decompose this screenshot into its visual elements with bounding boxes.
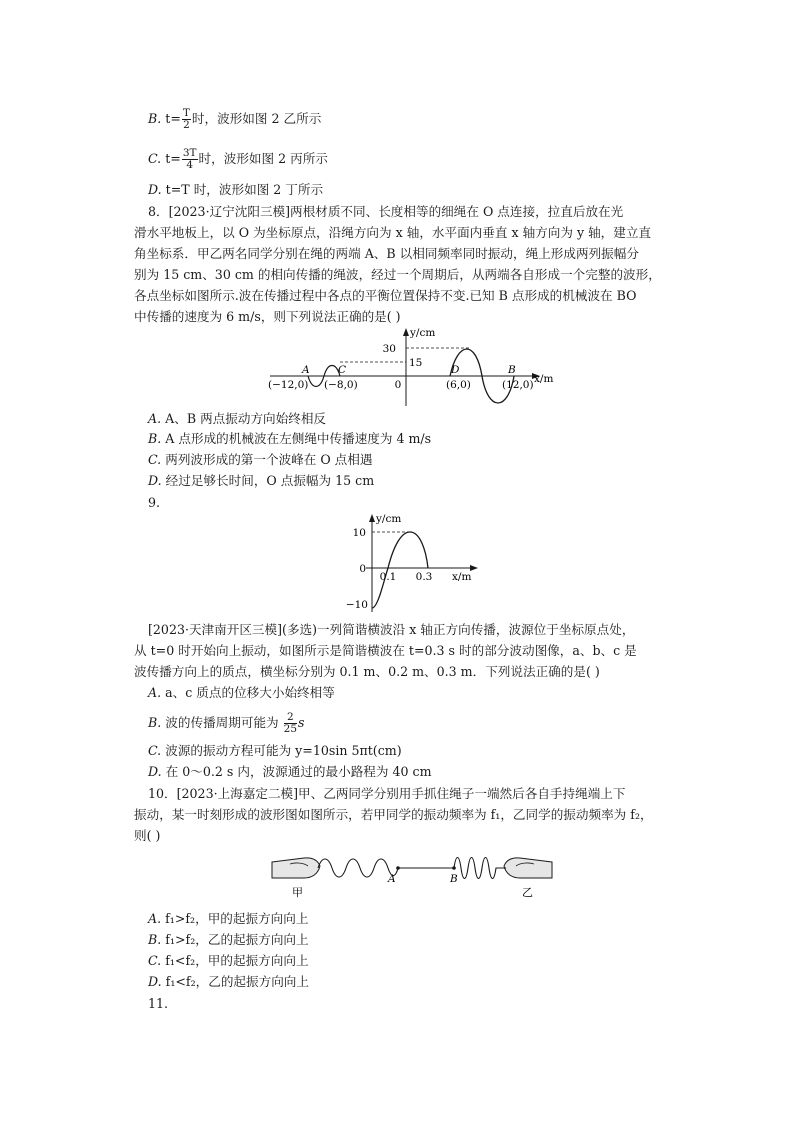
tick-30: 30 [382,343,396,355]
coord-d: (6,0) [446,379,471,391]
x-axis-label: x/m [452,571,472,583]
q8-option-a [148,411,326,427]
option-label: C. [148,151,162,166]
option-label: D. [148,473,162,488]
fraction-num: 3T [182,147,197,159]
q9-number: 9. [148,495,161,510]
point-d-label: D [451,364,460,376]
option-text: 在 0～0.2 s 内，波源通过的最小路程为 40 cm [165,764,432,779]
point-a-label: A [302,364,310,376]
left-hand-icon [272,858,320,878]
option-text: 经过足够长时间，O 点振幅为 15 cm [165,473,375,488]
option-text: 波源的振动方程可能为 y=10sin 5πt(cm) [165,743,402,758]
q8-stem-line: 角坐标系．甲乙两名同学分别在绳的两端 A、B 以相同频率同时振动，绳上形成两列振幅分 [134,246,639,261]
wave-curve [372,532,428,608]
q8-stem-line: 8．[2023·辽宁沈阳三模]两根材质不同、长度相等的细绳在 O 点连接，拉直后放在光 [148,204,624,219]
option-text-pre: t= [165,111,181,126]
tick-15: 15 [409,357,423,369]
point-b-label: B [450,873,458,885]
q8-stem-line: 各点坐标如图所示.波在传播过程中各点的平衡位置保持不变.已知 B 点形成的机械波在 BO [134,288,637,303]
option-label: D. [148,182,162,197]
point-b-dot [452,866,456,870]
q9-option-d [148,764,432,780]
fraction-num: T [182,107,190,119]
q10-option-a [148,911,308,927]
fraction [182,148,198,171]
q9-option-c [148,743,402,759]
option-text: f₁<f₂，甲的起振方向向上 [165,953,309,968]
coord-a: (−12,0) [268,379,309,391]
q9-wave-figure [336,510,486,616]
tick-0-3: 0.3 [415,571,433,583]
left-rope-wave [318,859,398,877]
q8-stem-line: 别为 15 cm、30 cm 的相向传播的绳波，经过一个周期后，从两端各自形成一个完整的波形， [134,267,661,282]
q8-option-c [148,452,372,468]
q9-option-b [148,712,304,735]
tick-10: 10 [352,527,366,539]
option-text-pre: 波的传播周期可能为 [165,715,279,730]
coord-b: (12,0) [502,379,534,391]
point-a-dot [396,866,400,870]
q8-option-d [148,473,374,489]
option-label: B. [148,932,162,947]
option-text-pre: t= [165,151,181,166]
fraction [284,712,297,735]
q9-option-a [148,685,335,701]
q10-stem-line: 10．[2023·上海嘉定二模]甲、乙两同学分别用手抓住绳子一端然后各自手持绳端上下 [148,786,626,801]
q8-stem-line: 中传播的速度为 6 m/s，则下列说法正确的是( ) [134,309,401,324]
option-text: A 点形成的机械波在左侧绳中传播速度为 4 m/s [165,431,432,446]
option-text-post: 时，波形如图 2 乙所示 [191,111,322,126]
coord-c: (−8,0) [324,379,358,391]
option-label: A. [148,911,162,926]
right-rope-wave [454,858,506,879]
option-text: f₁>f₂，乙的起振方向向上 [165,932,309,947]
option-label: D. [148,974,162,989]
option-text-post: 时，波形如图 2 丙所示 [198,151,328,166]
x-axis-label: x/m [534,373,554,385]
point-c-label: C [338,364,347,376]
option-label: C. [148,743,162,758]
option-unit: s [298,715,305,730]
fraction-den: 4 [186,159,194,171]
option-label: B. [148,431,162,446]
q7-option-b [148,108,321,131]
option-text: f₁>f₂，甲的起振方向向上 [165,911,309,926]
q10-option-b [148,932,309,948]
option-text: A、B 两点振动方向始终相反 [165,411,327,426]
y-axis-arrow-icon [403,328,409,336]
tick-0: 0 [359,563,366,575]
point-a-label: A [388,873,396,885]
q9-stem-line: 波传播方向上的质点，横坐标分别为 0.1 m、0.2 m、0.3 m．下列说法正确的是( ) [134,664,600,679]
option-label: A. [148,411,162,426]
fraction-den: 25 [283,723,298,735]
q10-stem-line: 则( ) [134,828,161,843]
option-label: B. [148,111,162,126]
left-person-label: 甲 [292,886,303,899]
tick-0-1: 0.1 [379,571,397,583]
tick-minus-10: −10 [345,599,368,611]
fraction-den: 2 [183,119,190,131]
q11-number: 11. [148,996,169,1011]
option-label: C. [148,953,162,968]
option-label: D. [148,764,162,779]
q8-option-b [148,431,431,447]
q10-rope-figure [270,848,554,900]
origin-label: 0 [394,379,402,391]
fraction-num: 2 [284,712,297,724]
q10-option-d [148,974,309,990]
option-text: 两列波形成的第一个波峰在 O 点相遇 [165,452,373,467]
option-text: t=T 时，波形如图 2 丁所示 [165,182,324,197]
y-axis-label: y/cm [376,513,402,525]
q8-wave-figure [262,326,562,408]
y-axis-label: y/cm [410,327,436,339]
q7-option-c [148,148,328,171]
y-axis-arrow-icon [369,514,375,522]
point-b-label: B [508,364,516,376]
right-hand-icon [504,858,552,878]
q10-option-c [148,953,309,969]
option-label: B. [148,715,162,730]
fraction [182,108,191,131]
q10-stem-line: 振动，某一时刻形成的波形图如图所示，若甲同学的振动频率为 f₁，乙同学的振动频率为 f₂， [134,807,653,822]
right-person-label: 乙 [522,886,533,899]
option-text: a、c 质点的位移大小始终相等 [165,685,335,700]
q8-stem-line: 滑水平地板上，以 O 为坐标原点，沿绳方向为 x 轴，水平面内垂直 x 轴方向为 y 轴，建立直 [134,225,652,240]
option-text: f₁<f₂，乙的起振方向向上 [165,974,309,989]
q9-stem-line: 从 t=0 时开始向上振动，如图所示是简谐横波在 t=0.3 s 时的部分波动图像，a、b、c 是 [134,643,637,658]
q9-stem-line: [2023·天津南开区三模](多选)一列简谐横波沿 x 轴正方向传播，波源位于坐标原点处， [148,622,635,637]
option-label: C. [148,452,162,467]
option-label: A. [148,685,162,700]
q7-option-d [148,182,323,198]
